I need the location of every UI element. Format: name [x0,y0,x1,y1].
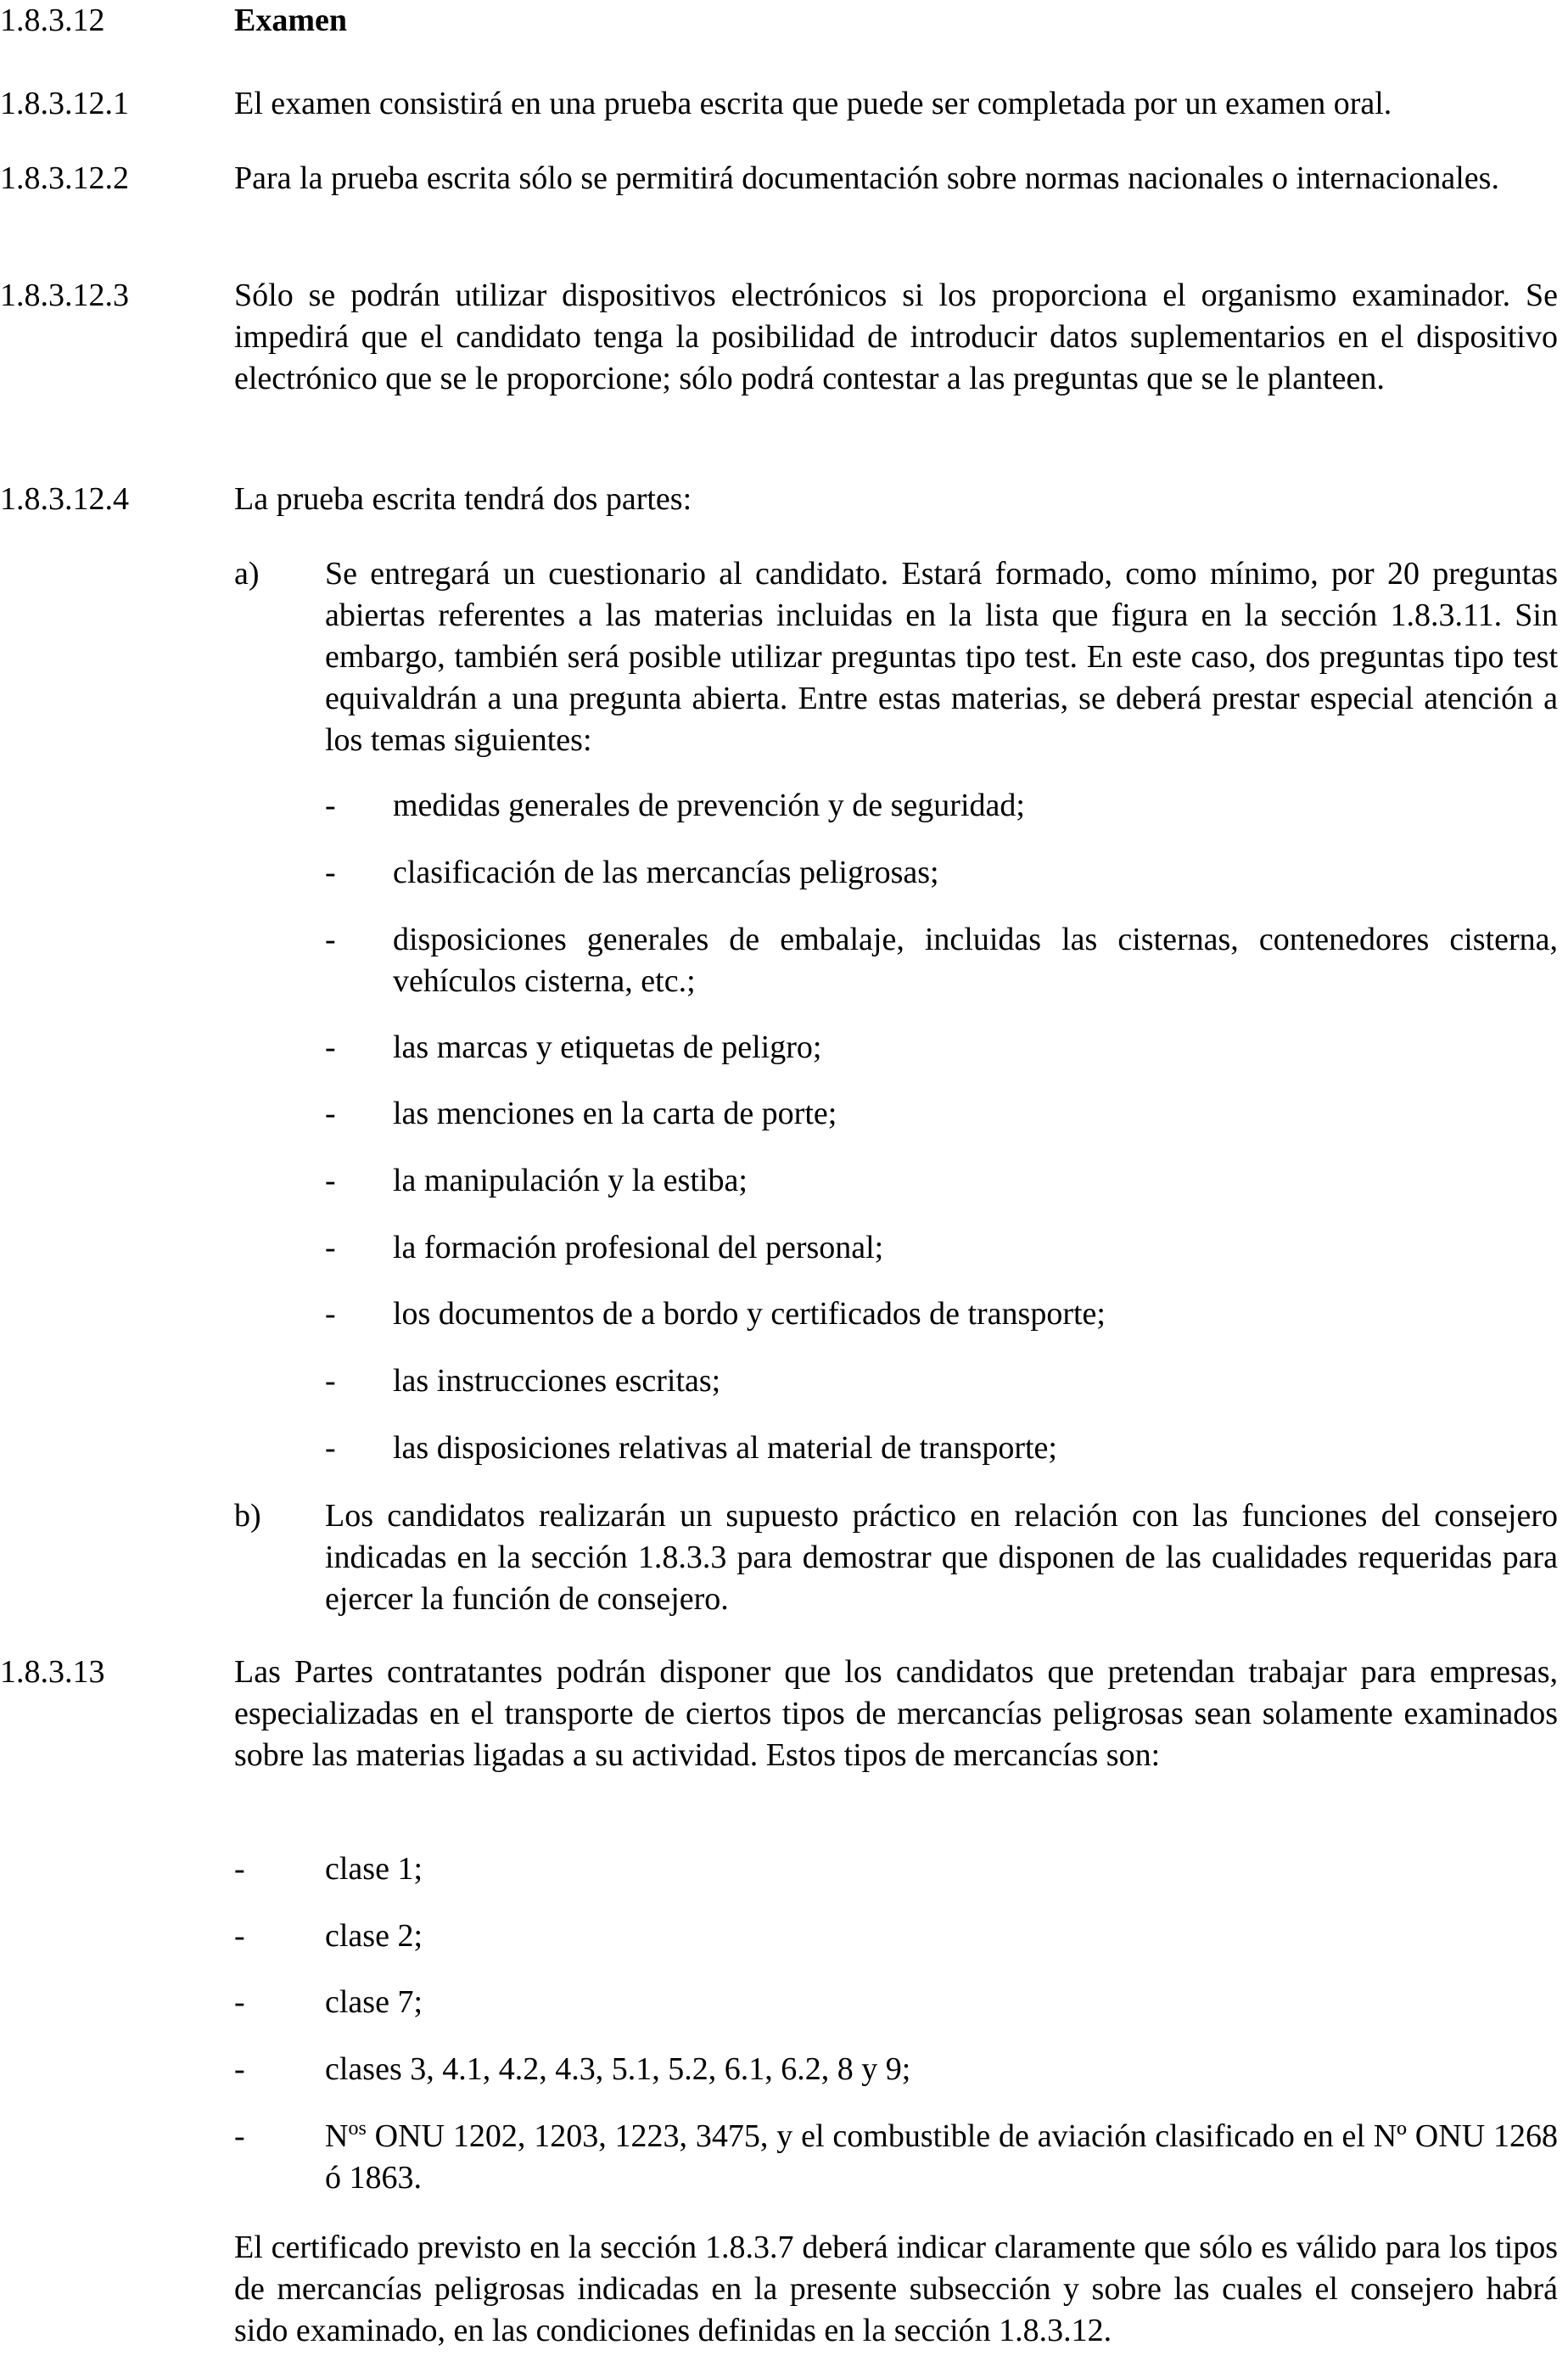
dash-marker: - [234,2051,245,2087]
item-label: b) [234,1498,261,1534]
dash-marker: - [325,1163,336,1198]
closing-paragraph [0,2227,1561,2352]
paragraph-text: Sólo se podrán utilizar dispositivos electrónicos si los proporciona el organismo examinador. Se impedirá que el candidato tenga la posibilidad de introducir datos suplementarios en el dispositivo electrónico que se le proporcione; sólo podrá contestar a las preguntas que se le planteen. [234,278,1558,396]
dash-marker: - [325,1296,336,1332]
paragraph-1-8-3-12-1 [0,83,1561,125]
bullet-text: clase 1; [325,1851,423,1887]
dash-marker: - [234,1984,245,2020]
paragraph-number: 1.8.3.12.4 [0,481,129,517]
dash-marker: - [325,1029,336,1065]
bullet-item [0,1160,1561,1202]
bullet-item [0,1982,1561,2023]
paragraph-text: Para la prueba escrita sólo se permitirá documentación sobre normas nacionales o internacionales. [234,160,1499,196]
bullet-text: las marcas y etiquetas de peligro; [393,1029,822,1065]
bullet-item [0,1227,1561,1269]
bullet-text: las instrucciones escritas; [393,1363,721,1399]
bullet-item [0,1428,1561,1469]
dash-marker: - [234,1851,245,1887]
bullet-text: clase 7; [325,1984,423,2020]
paragraph-1-8-3-12-3 [0,275,1561,400]
bullet-text: los documentos de a bordo y certificados de transporte; [393,1296,1106,1332]
dash-marker: - [325,922,336,957]
paragraph-text: El certificado previsto en la sección 1.8.3.7 deberá indicar claramente que sólo es válido para los tipos de mercancías peligrosas indicadas en la presente subsección y sobre las cuales el consejero habrá sido examinado, en las condiciones definidas en la sección 1.8.3.12. [234,2230,1558,2348]
bullet-text: la formación profesional del personal; [393,1230,884,1265]
paragraph-number: 1.8.3.13 [0,1654,105,1690]
section-number: 1.8.3.12 [0,3,105,38]
number-abbrev-superscript: os [348,2118,367,2140]
dash-marker: - [325,1096,336,1131]
paragraph-1-8-3-13 [0,1652,1561,1776]
dash-marker: - [234,1918,245,1954]
bullet-text: la manipulación y la estiba; [393,1163,748,1198]
bullet-item [0,919,1561,1002]
bullet-text: disposiciones generales de embalaje, incluidas las cisternas, contenedores cisterna, vehículos cisterna, etc.; [393,922,1558,999]
bullet-text: clases 3, 4.1, 4.2, 4.3, 5.1, 5.2, 6.1, 6.2, 8 y 9; [325,2051,911,2087]
bullet-item [0,785,1561,827]
bullet-item [0,1360,1561,1402]
paragraph-1-8-3-12-2 [0,158,1561,199]
dash-marker: - [325,788,336,823]
bullet-text [325,2116,1558,2199]
section-title: Examen [234,3,347,38]
number-abbrev: N [325,2118,349,2154]
bullet-item [0,1916,1561,1957]
item-text: Los candidatos realizarán un supuesto práctico en relación con las funciones del consejero indicadas en la sección 1.8.3.3 para demostrar que disponen de las cualidades requeridas para ejercer la función de consejero. [325,1498,1558,1617]
item-label: a) [234,556,260,592]
paragraph-number: 1.8.3.12.1 [0,86,129,121]
paragraph-1-8-3-12-4 [0,479,1561,520]
bullet-item [0,1848,1561,1890]
list-item-a [0,553,1561,761]
paragraph-text: El examen consistirá en una prueba escrita que puede ser completada por un examen oral. [234,86,1392,121]
paragraph-number: 1.8.3.12.2 [0,160,129,196]
list-item-b [0,1495,1561,1620]
dash-marker: - [325,855,336,890]
bullet-text: medidas generales de prevención y de seguridad; [393,788,1025,823]
bullet-item [0,1293,1561,1335]
bullet-item [0,1093,1561,1135]
paragraph-number: 1.8.3.12.3 [0,278,129,313]
bullet-item [0,2116,1561,2199]
item-text: Se entregará un cuestionario al candidato. Estará formado, como mínimo, por 20 preguntas abiertas referentes a las materias incluidas en la lista que figura en la sección 1.8.3.11. Sin embargo, también será posible utilizar preguntas tipo test. En este caso, dos preguntas tipo test equivaldrán a una pregunta abierta. Entre estas materias, se deberá prestar especial atención a los temas siguientes: [325,556,1558,758]
dash-marker: - [234,2118,245,2154]
dash-marker: - [325,1230,336,1265]
bullet-item [0,2049,1561,2090]
paragraph-text: La prueba escrita tendrá dos partes: [234,481,692,517]
paragraph-text: Las Partes contratantes podrán disponer que los candidatos que pretendan trabajar para empresas, especializadas en el transporte de ciertos tipos de mercancías peligrosas sean solamente examinados sobre las materias ligadas a su actividad. Estos tipos de mercancías son: [234,1654,1558,1773]
bullet-text: las menciones en la carta de porte; [393,1096,837,1131]
bullet-item [0,852,1561,894]
bullet-text: clasificación de las mercancías peligrosas; [393,855,939,890]
dash-marker: - [325,1430,336,1466]
bullet-text: clase 2; [325,1918,423,1954]
bullet-text: las disposiciones relativas al material de transporte; [393,1430,1057,1466]
bullet-item [0,1027,1561,1069]
dash-marker: - [325,1363,336,1399]
bullet-text-rest: ONU 1202, 1203, 1223, 3475, y el combustible de aviación clasificado en el Nº ONU 1268 ó 1863. [325,2118,1558,2196]
